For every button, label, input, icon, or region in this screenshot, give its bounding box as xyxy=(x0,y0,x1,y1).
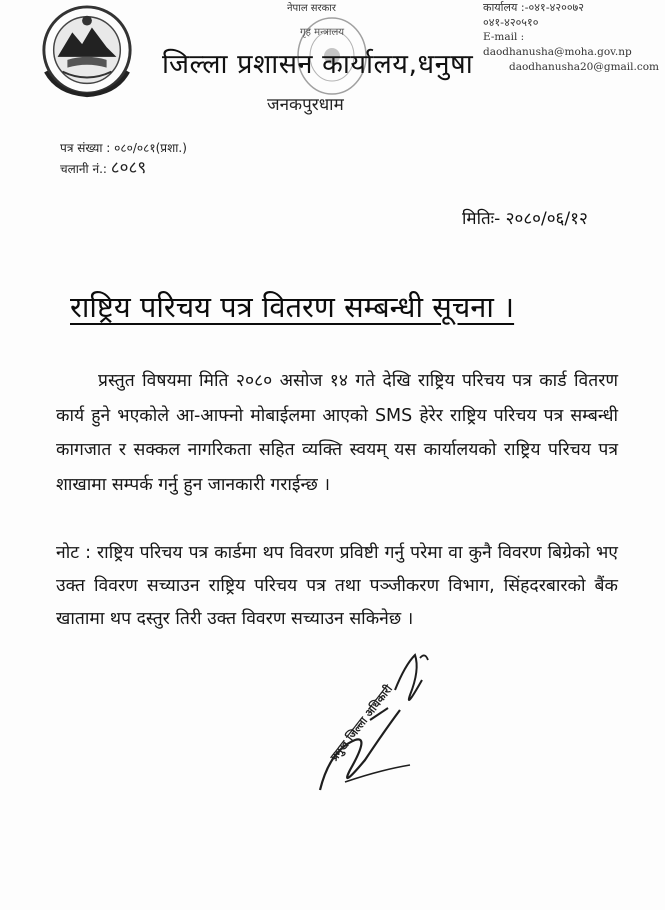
signature-icon xyxy=(310,650,500,800)
reference-block xyxy=(60,138,187,179)
email-primary: E-mail : daodhanusha@moha.gov.np xyxy=(483,31,632,58)
letter-date: मितिः- २०८०/०६/१२ xyxy=(462,209,588,229)
office-location: जनकपुरधाम xyxy=(267,95,344,115)
notice-note: नोट : राष्ट्रिय परिचय पत्र कार्डमा थप विवरण प्रविष्टी गर्नु परेमा वा कुनै विवरण बिग्रेको भए उक्त विवरण सच्याउन राष्ट्रिय परिचय पत्र तथा पञ्जीकरण विभाग, सिंहदरबारको बैंक खातामा थप दस्तुर तिरी उक्त विवरण सच्याउन सकिनेछ । xyxy=(56,543,618,629)
signatory-seal: प्रमुख जिल्ला अधिकारी xyxy=(327,682,396,764)
government-name: नेपाल सरकार xyxy=(287,3,336,14)
letter-number: पत्र संख्या : ०८०/०८१(प्रशा.) xyxy=(60,141,187,155)
notice-subject: राष्ट्रिय परिचय पत्र वितरण सम्बन्धी सूचना । xyxy=(70,290,515,324)
dispatch-line xyxy=(60,158,187,179)
body-paragraph: प्रस्तुत विषयमा मिति २०८० असोज १४ गते देखि राष्ट्रिय परिचय पत्र कार्ड वितरण कार्य हुने भएकोले आ-आफ्नो मोबाईलमा आएको SMS हेरेर राष्ट्रिय परिचय पत्र सम्बन्धी कागजात र सक्कल नागरिकता सहित व्यक्ति स्वयम् यस कार्यालयको राष्ट्रिय परिचय पत्र शाखामा सम्पर्क गर्नु हुन जानकारी गराईन्छ । xyxy=(56,371,618,495)
dispatch-label: चलानी नं.: xyxy=(60,162,107,176)
nepal-emblem-icon xyxy=(38,2,136,102)
office-phone-2: ०४१-४२०५१० xyxy=(483,16,539,29)
contact-block xyxy=(483,0,663,75)
notice-body xyxy=(56,364,618,502)
office-title: जिल्ला प्रशासन कार्यालय,धनुषा xyxy=(162,49,474,80)
email-secondary: daodhanusha20@gmail.com xyxy=(509,61,659,73)
ministry-name: गृह मन्त्रालय xyxy=(300,27,345,38)
dispatch-number: ८०८९ xyxy=(110,158,147,178)
office-phone: कार्यालय :-०४१-४२००७२ xyxy=(483,1,584,14)
